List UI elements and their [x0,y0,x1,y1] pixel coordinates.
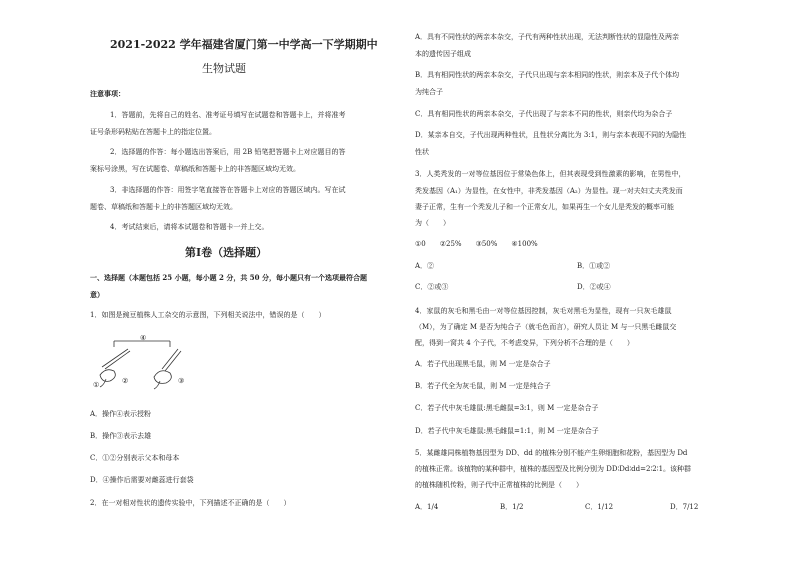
q3-stem: 妻子正常，生有一个秃发儿子和一个正常女儿，如果再生一个女儿是秃发的概率可能 [415,203,674,211]
q2-option: D．某亲本自交，子代出现两种性状，且性状分离比为 3:1，则与亲本表现不同的为隐性 [415,131,687,139]
flower-right-icon [154,371,171,384]
section-title: 第Ⅰ卷（选择题） [185,246,268,259]
q3-option: B．①或② [577,262,611,270]
notice-line: 2．选择题的作答：每小题选出答案后，用 2B 铅笔把答题卡上对应题目的答 [110,148,346,156]
exam-title: 2021-2022 学年福建省厦门第一中学高一下学期期中 [110,38,378,51]
q2-option: B．具有相同性状的两亲本杂交，子代只出现与亲本相同的性状，则亲本及子代个体均 [415,71,680,79]
q4-option: B．若子代全为灰毛鼠，则 M 一定是纯合子 [415,382,551,390]
q5-option: B．1/2 [500,503,524,511]
q5-stem: 的植株正常。该植物的某种群中，植株的基因型及比例分别为 DD∶Dd∶dd=2∶2∶1。该种群 [415,465,692,473]
q2-option: A．具有不同性状的两亲本杂交，子代有两种性状出现，无法判断性状的显隐性及两亲 [415,33,680,41]
q2-option: 为纯合子 [415,88,443,96]
notice-line: 案标号涂黑，写在试题卷、草稿纸和答题卡上的非答题区域均无效。 [90,165,300,173]
notice-line: 3．非选择题的作答：用签字笔直接答在答题卡上对应的答题区域内。写在试 [110,186,346,194]
q3-stem: 秃发基因（A₁）为显性，在女性中，非秃发基因（A₂）为显性。现一对夫妇丈夫秃发而 [415,187,683,195]
q5-stem: 5．某雌雄同株植物基因型为 DD、dd 的植株分别不能产生卵细胞和花粉，基因型为 Dd [415,449,688,457]
notice-line: 4．考试结束后，请将本试题卷和答题卡一并上交。 [110,223,269,231]
q3-choices: ①0 ②25% ③50% ④100% [415,240,538,248]
q1-option: A．操作④表示授粉 [90,410,152,418]
fig-label-3: ③ [178,377,185,385]
q2-option: 本的遗传因子组成 [415,50,471,58]
q1-option: D．④操作后需要对雌蕊进行套袋 [90,476,194,484]
q5-option: D．7/12 [670,503,699,511]
q2-stem: 2．在一对相对性状的遗传实验中，下列描述不正确的是（ ） [90,499,291,507]
notice-line: 题卷、草稿纸和答题卡上的非答题区域均无效。 [90,203,237,211]
q1-option: C．①②分别表示父本和母本 [90,454,180,462]
q4-stem: （M），为了确定 M 是否为纯合子（就毛色而言），研究人员让 M 与一只黑毛雌鼠交 [415,323,677,331]
q2-option: 性状 [415,148,429,156]
exam-subtitle: 生物试题 [202,62,246,75]
part-heading: 一、选择题（本题包括 25 小题，每小题 2 分，共 50 分，每小题只有一个选项最符合题 [90,273,367,282]
flower-left-icon [100,370,115,382]
q3-option: D．②或④ [577,283,611,291]
notice-line: 1．答题前，先将自己的姓名、准考证号填写在试题卷和答题卡上，并将准考 [110,111,346,119]
q5-option: C．1/12 [585,503,614,511]
q3-stem: 为（ ） [415,219,450,227]
q5-option: A．1/4 [415,503,439,511]
q4-stem: 4．家鼠的灰毛和黑毛由一对等位基因控制，灰毛对黑毛为显性，现有一只灰毛雄鼠 [415,307,672,315]
q3-stem: 3．人类秃发的一对等位基因位于常染色体上，但其表现受到性激素的影响，在男性中， [415,170,686,178]
q2-option: C．具有相同性状的两亲本杂交，子代出现了与亲本不同的性状，则亲代均为杂合子 [415,110,673,118]
notice-line: 证号条形码粘贴在答题卡上的指定位置。 [90,128,216,136]
q1-option: B．操作③表示去雄 [90,432,152,440]
fig-label-2: ② [122,377,129,385]
q4-option: C．若子代中灰毛雄鼠:黑毛雌鼠=3:1，则 M 一定是杂合子 [415,404,599,412]
q4-stem: 配，得到一窝共 4 个子代，不考虑变异，下列分析不合理的是（ ） [415,339,634,347]
q3-option: A．② [415,262,435,270]
notice-heading: 注意事项： [90,89,125,98]
q1-stem: 1．如图是豌豆植株人工杂交的示意图，下列相关说法中，错误的是（ ） [90,311,326,319]
pea-cross-figure [92,335,202,391]
fig-label-4: ④ [140,335,147,342]
q4-option: A．若子代出现黑毛鼠，则 M 一定是杂合子 [415,360,551,368]
q5-stem: 的植株随机传粉，则子代中正常植株的比例是（ ） [415,481,583,489]
q3-option: C．②或③ [415,283,449,291]
q4-option: D．若子代中灰毛雄鼠:黑毛雌鼠=1:1，则 M 一定是杂合子 [415,427,599,435]
part-heading: 意） [90,290,104,299]
fig-label-1: ① [93,381,100,389]
